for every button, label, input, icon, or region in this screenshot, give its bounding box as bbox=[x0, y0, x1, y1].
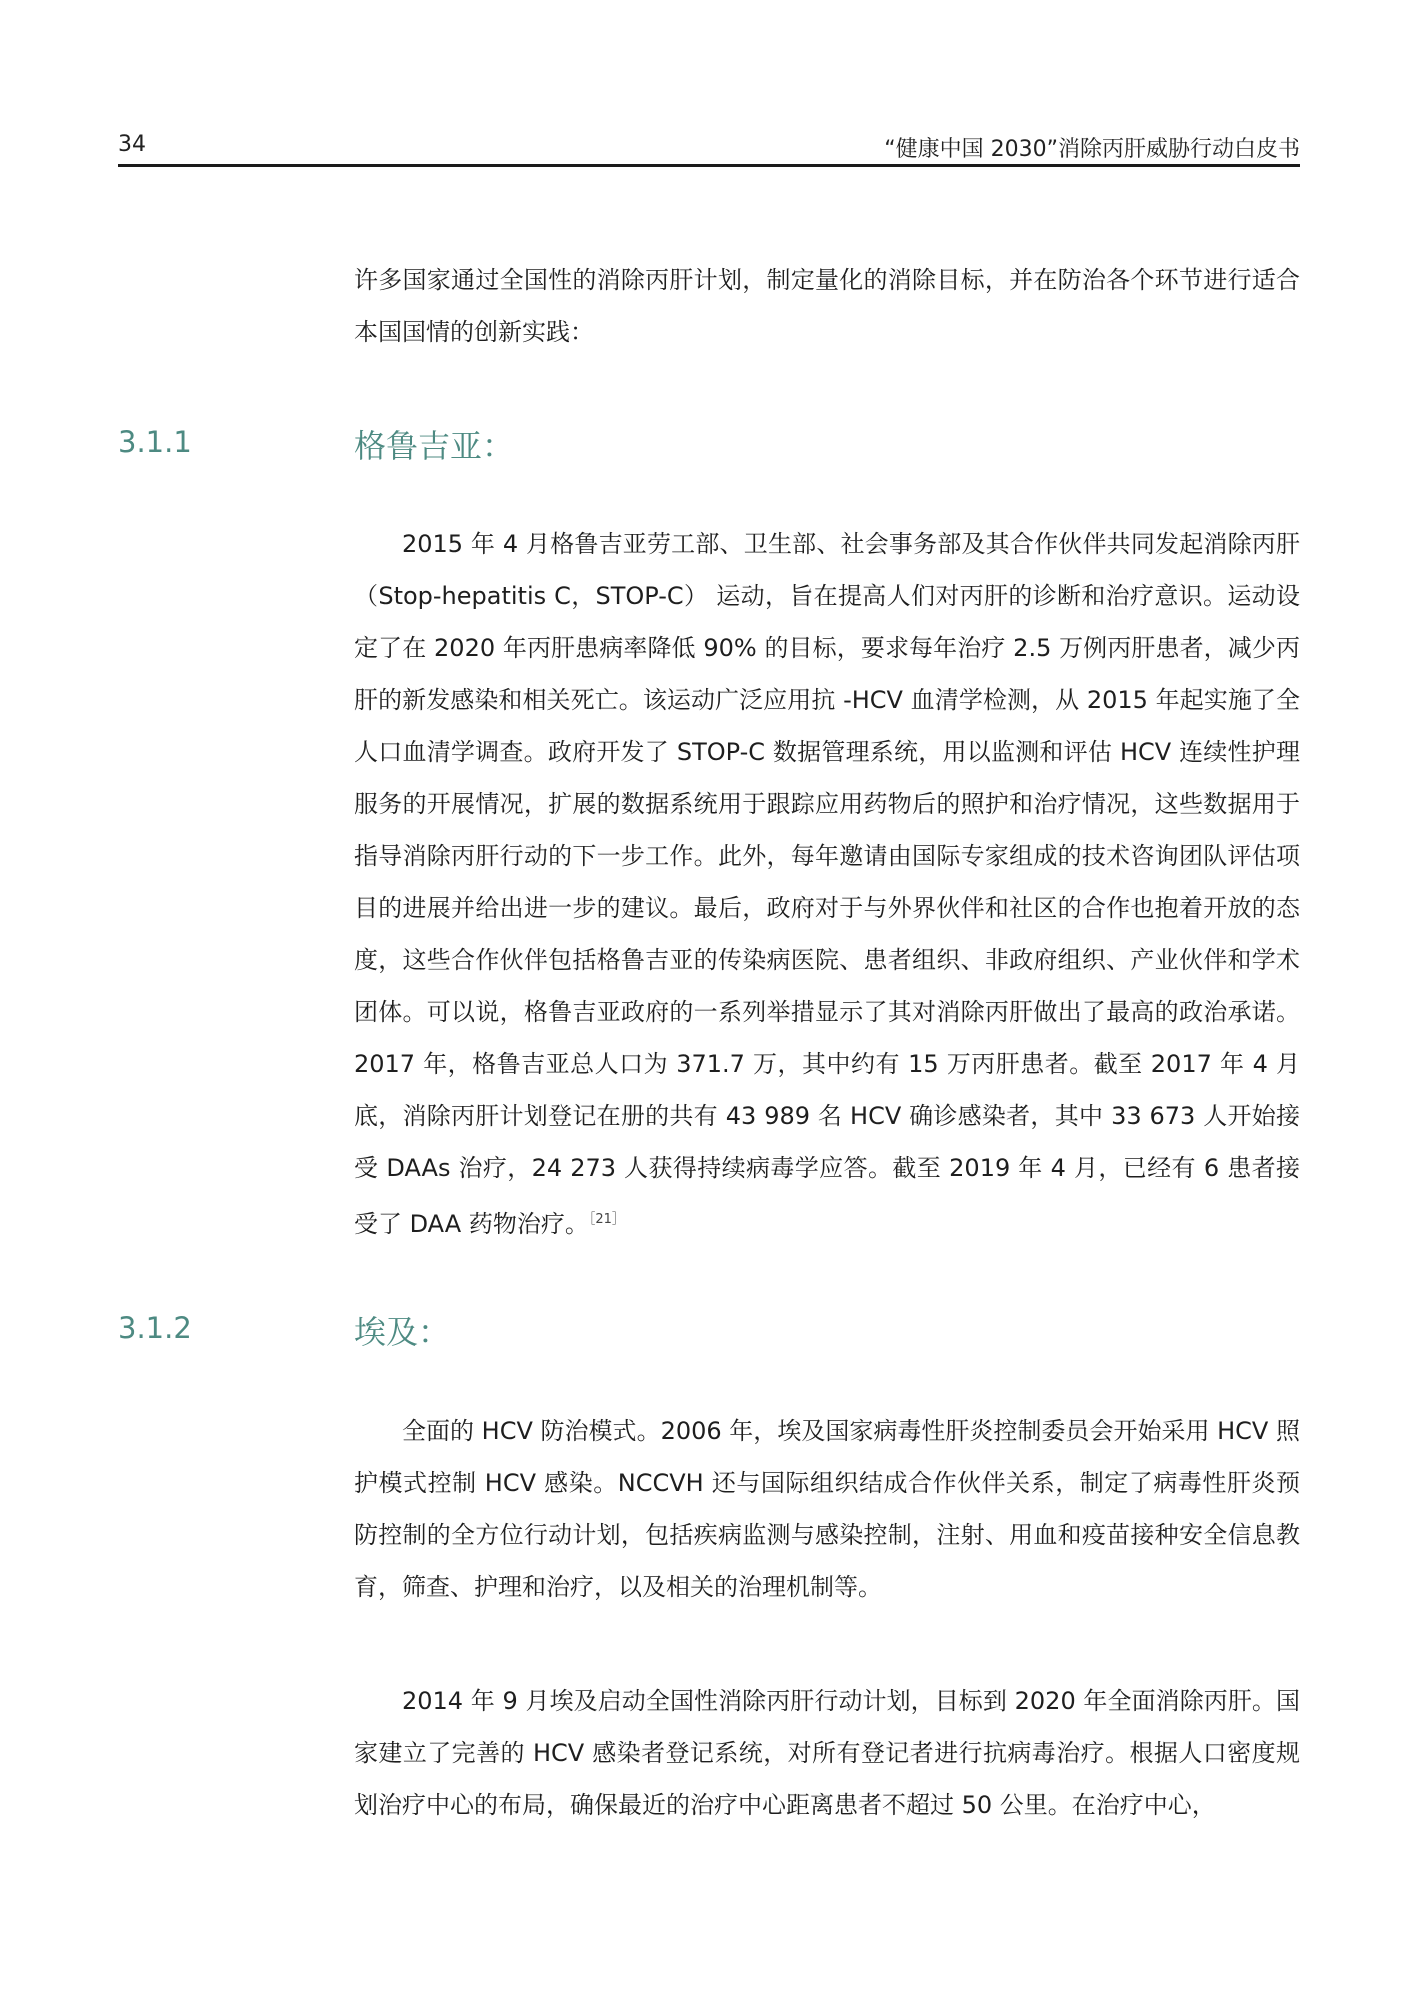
section-paragraph bbox=[354, 518, 1300, 1250]
paragraph-text: 2015 年 4 月格鲁吉亚劳工部、卫生部、社会事务部及其合作伙伴共同发起消除丙肝 （Stop-hepatitis C，STOP-C） 运动，旨在提高人们对丙肝的诊断和治疗意识。运动设定了在 2020 年丙肝患病率降低 90% 的目标，要求每年治疗 2.5 万例丙肝患者，减少丙肝的新发感染和相关死亡。该运动广泛应用抗 -HCV 血清学检测，从 2015 年起实施了全人口血清学调查。政府开发了 STOP-C 数据管理系统，用以监测和评估 HCV 连续性护理服务的开展情况，扩展的数据系统用于跟踪应用药物后的照护和治疗情况，这些数据用于指导消除丙肝行动的下一步工作。此外，每年邀请由国际专家组成的技术咨询团队评估项目的进展并给出进一步的建议。最后，政府对于与外界伙伴和社区的合作也抱着开放的态度，这些合作伙伴包括格鲁吉亚的传染病医院、患者组织、非政府组织、产业伙伴和学术团体。可以说，格鲁吉亚政府的一系列举措显示了其对消除丙肝做出了最高的政治承诺。2017 年，格鲁吉亚总人口为 371.7 万，其中约有 15 万丙肝患者。截至 2017 年 4 月底，消除丙肝计划登记在册的共有 43 989 名 HCV 确诊感染者，其中 33 673 人开始接受 DAAs 治疗，24 273 人获得持续病毒学应答。截至 2019 年 4 月，已经有 6 患者接受了 DAA 药物治疗。 bbox=[354, 530, 1300, 1238]
section-title: 格鲁吉亚： bbox=[354, 427, 515, 465]
intro-paragraph: 许多国家通过全国性的消除丙肝计划，制定量化的消除目标，并在防治各个环节进行适合本国国情的创新实践： bbox=[354, 266, 1300, 346]
section-paragraph: 2014 年 9 月埃及启动全国性消除丙肝行动计划，目标到 2020 年全面消除丙肝。国家建立了完善的 HCV 感染者登记系统，对所有登记者进行抗病毒治疗。根据人口密度规划治疗中心的布局，确保最近的治疗中心距离患者不超过 50 公里。在治疗中心， bbox=[354, 1687, 1300, 1819]
page-number: 34 bbox=[118, 132, 146, 157]
running-title: “健康中国 2030”消除丙肝威胁行动白皮书 bbox=[884, 137, 1300, 162]
section-paragraph: 全面的 HCV 防治模式。2006 年，埃及国家病毒性肝炎控制委员会开始采用 HCV 照护模式控制 HCV 感染。NCCVH 还与国际组织结成合作伙伴关系，制定了病毒性肝炎预防控制的全方位行动计划，包括疾病监测与感染控制，注射、用血和疫苗接种安全信息教育，筛查、护理和治疗，以及相关的治理机制等。 bbox=[354, 1417, 1300, 1601]
section-title: 埃及： bbox=[354, 1313, 451, 1351]
section-number: 3.1.1 bbox=[118, 425, 192, 459]
citation-marker: ［21］ bbox=[588, 1212, 625, 1227]
header-divider bbox=[118, 164, 1300, 167]
page-header bbox=[118, 128, 1300, 168]
section-number: 3.1.2 bbox=[118, 1311, 192, 1345]
